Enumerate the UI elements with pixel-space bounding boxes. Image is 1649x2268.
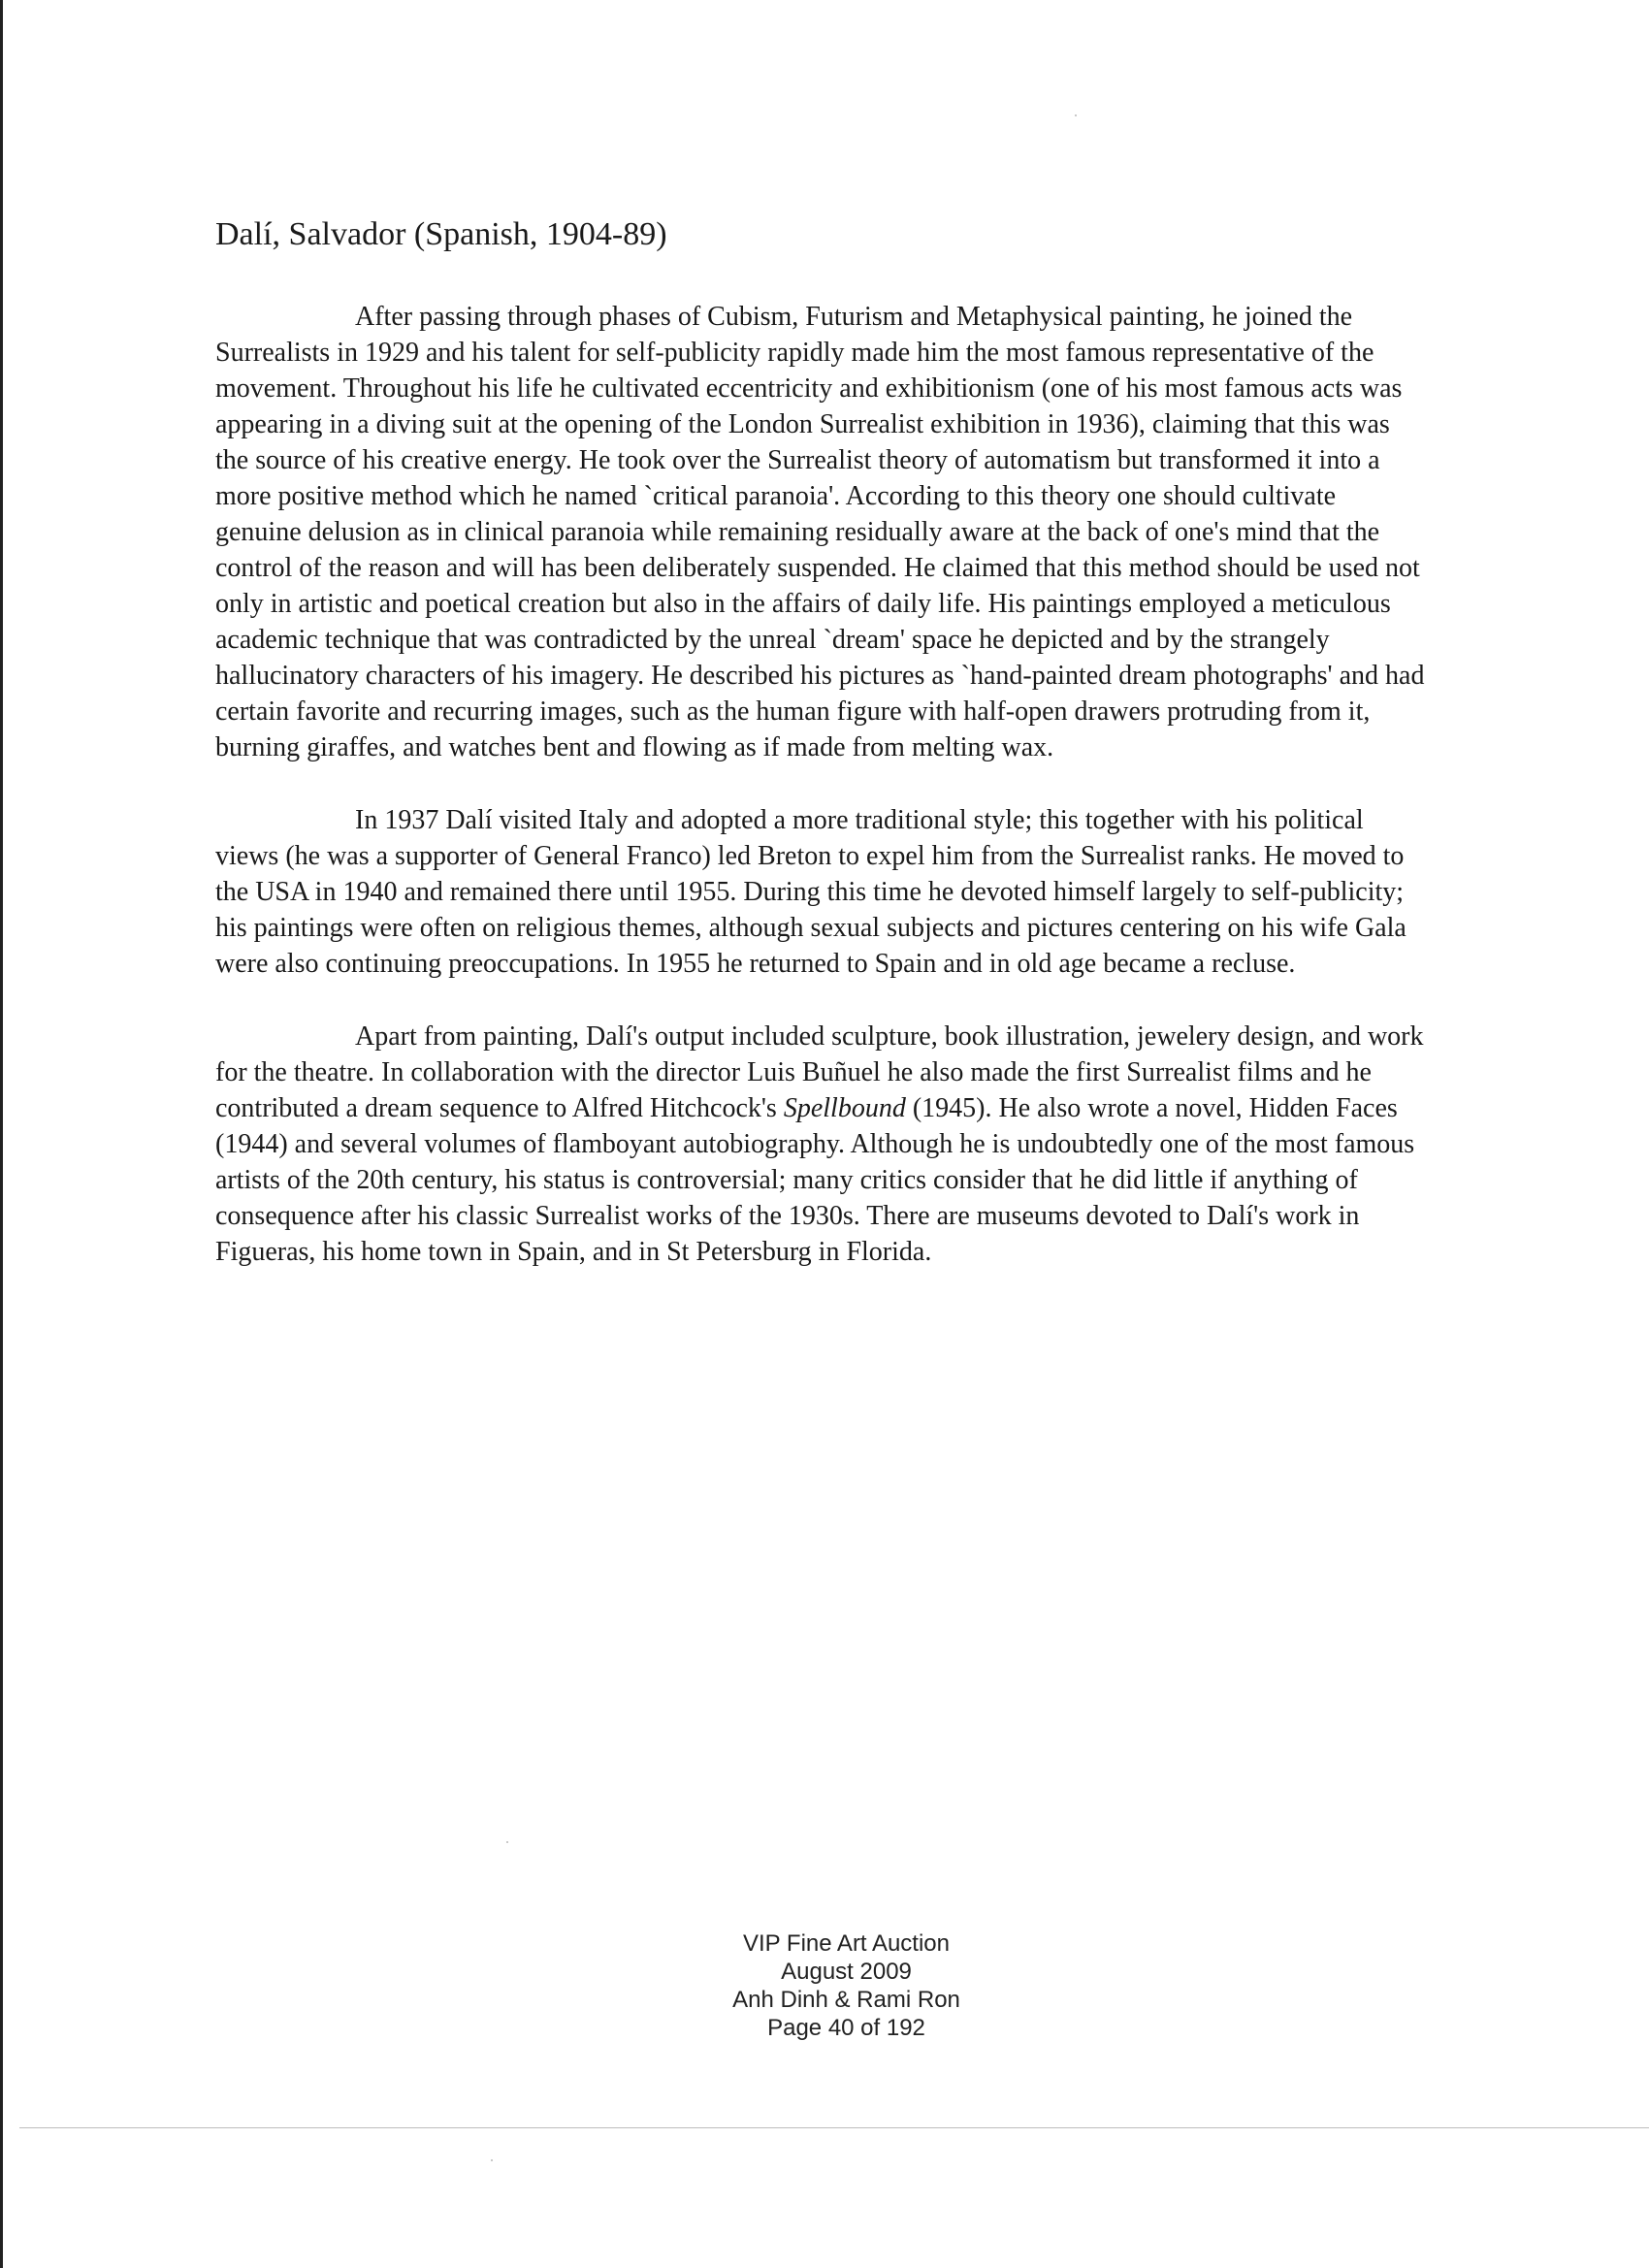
scan-divider-line (19, 2127, 1649, 2128)
scan-speck (1075, 114, 1077, 116)
footer-date: August 2009 (781, 1959, 912, 1985)
scan-speck (491, 2159, 493, 2161)
biography-paragraph-1: After passing through phases of Cubism, Futurism and Metaphysical painting, he joined the Surrealists in 1929 and his talent for self-publicity rapidly made him the most famous representative of the movement. Throughout his life he cultivated eccentricity and exhibitionism (one of his most famous acts was appearing in a diving suit at the opening of the London Surrealist exhibition in 1936), claiming that this was the source of his creative energy. He took over the Surrealist theory of automatism but transformed it into a more positive method which he named `critical paranoia'. According to this theory one should cultivate genuine delusion as in clinical paranoia while remaining residually aware at the back of one's mind that the control of the reason and will has been deliberately suspended. He claimed that this method should be used not only in artistic and poetical creation but also in the affairs of daily life. His paintings employed a meticulous academic technique that was contradicted by the unreal `dream' space he depicted and by the strangely hallucinatory characters of his imagery. He described his pictures as `hand-painted dream photographs' and had certain favorite and recurring images, such as the human figure with half-open drawers protruding from it, burning giraffes, and watches bent and flowing as if made from melting wax. (215, 302, 1425, 762)
biography-paragraph-3 (215, 1019, 1428, 1270)
page-footer (0, 1929, 1649, 2042)
paragraph-3-text-before-title: Apart from painting, Dalí's output included sculpture, book illustration, jewelery design, and work for the theatre. In collaboration with the director Luis Buñuel he also made the first Surrealist films and he contributed a dream sequence to Alfred Hitchcock's (215, 1021, 1424, 1123)
biography-body (215, 299, 1428, 1307)
footer-auction-name: VIP Fine Art Auction (742, 1930, 950, 1957)
scan-left-edge (0, 0, 3, 2268)
film-title-italic: Spellbound (783, 1093, 906, 1123)
footer-authors: Anh Dinh & Rami Ron (732, 1987, 960, 2013)
footer-page-number: Page 40 of 192 (767, 2015, 925, 2041)
scan-speck (506, 1841, 508, 1843)
biography-paragraph-2: In 1937 Dalí visited Italy and adopted a more traditional style; this together with his political views (he was a supporter of General Franco) led Breton to expel him from the Surrealist ranks. He moved to the USA in 1940 and remained there until 1955. During this time he devoted himself largely to self-publicity; his paintings were often on religious themes, although sexual subjects and pictures centering on his wife Gala were also continuing preoccupations. In 1955 he returned to Spain and in old age became a recluse. (215, 805, 1406, 979)
artist-heading: Dalí, Salvador (Spanish, 1904-89) (215, 216, 667, 252)
paragraph-3-text-after-title: (1945). He also wrote a novel, Hidden Faces (1944) and several volumes of flamboyant autobiography. Although he is undoubtedly one of the most famous artists of the 20th century, his status is controversial; many critics consider that he did little if anything of consequence after his classic Surrealist works of the 1930s. There are museums devoted to Dalí's work in Figueras, his home town in Spain, and in St Petersburg in Florida. (215, 1093, 1415, 1267)
